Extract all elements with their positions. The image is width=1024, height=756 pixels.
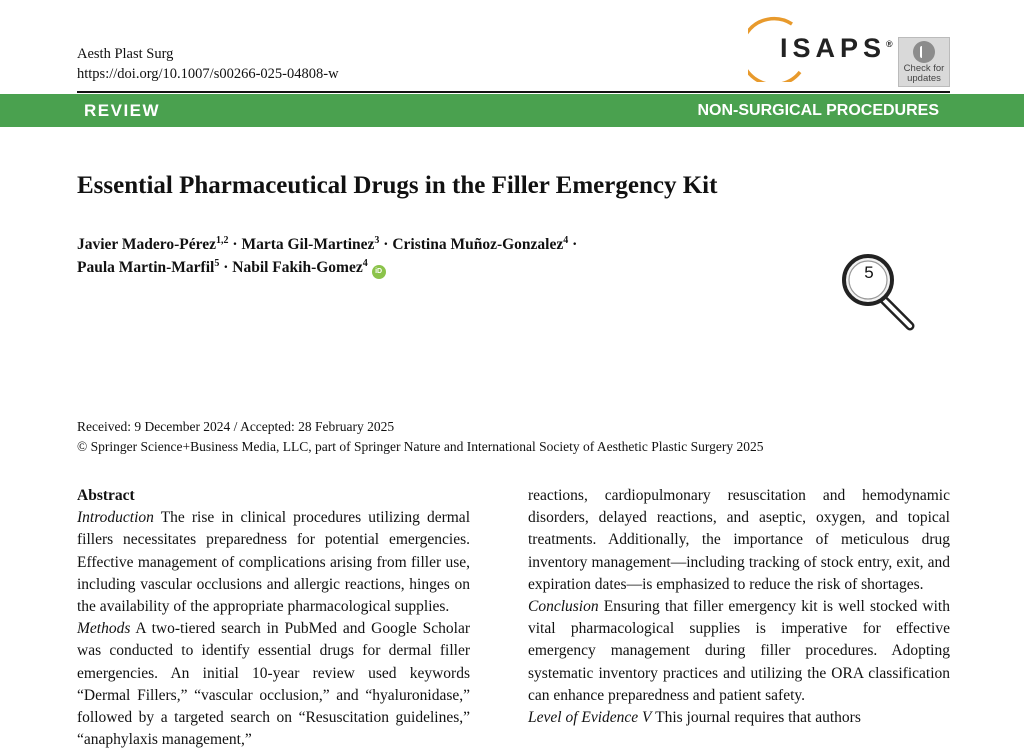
- copyright-line: © Springer Science+Business Media, LLC, part of Springer Nature and International Society of Aesthetic Plastic Surgery 2025: [77, 439, 764, 454]
- isaps-logo-text: ISAPS: [780, 33, 887, 63]
- section-band: [0, 94, 1024, 127]
- badge-number: 5: [864, 263, 874, 282]
- author-affiliation: 3: [374, 234, 380, 246]
- journal-info: [77, 44, 339, 84]
- author-affiliation: 4: [563, 234, 569, 246]
- author-name[interactable]: Paula Martin-Marfil: [77, 259, 215, 276]
- methods-label: Methods: [77, 620, 131, 638]
- received-accepted-dates: Received: 9 December 2024 / Accepted: 28 February 2025: [77, 419, 395, 434]
- doi-link[interactable]: https://doi.org/10.1007/s00266-025-04808-w: [77, 66, 339, 82]
- author-list: Javier Madero-Pérez$^{1,2}$ · Marta Gil-Martinez$^3$ · Cristina Muñoz-Gonzalez$^4$ · Paula Martin-Marfil$^5$ · Nabil Fakih-Gomez$^4$ iD: [77, 233, 577, 279]
- author-affiliation: 5: [214, 257, 220, 269]
- abstract-column-left: [77, 485, 470, 751]
- check-updates-line2: updates: [907, 73, 941, 84]
- check-updates-line1: Check for: [903, 63, 945, 74]
- abstract-methods: [77, 618, 470, 751]
- orcid-icon[interactable]: iD: [372, 265, 386, 279]
- abstract-heading: Abstract: [77, 487, 135, 504]
- isaps-logo: [780, 33, 893, 64]
- level-of-evidence-text: This journal requires that authors: [651, 709, 861, 727]
- author-affiliation: 1,2: [216, 234, 229, 246]
- publication-dates: [77, 417, 763, 457]
- abstract-column-right: [528, 485, 950, 729]
- abstract-conclusion: [528, 596, 950, 707]
- journal-name: Aesth Plast Surg: [77, 46, 174, 62]
- article-category: NON-SURGICAL PROCEDURES: [697, 102, 939, 119]
- author-affiliation: 4: [362, 257, 368, 269]
- methods-text: A two-tiered search in PubMed and Google Scholar was conducted to identify essential drugs for dermal filler emergencies. An initial 10-year review used keywords “Dermal Fillers,” “vascular occlusion,” and “hyaluronidase,” followed by a targeted search on “Resuscitation guidelines,” “anaphylaxis management,”: [77, 620, 470, 749]
- level-of-evidence-label: Level of Evidence V: [528, 709, 652, 727]
- header-rule: [77, 91, 950, 93]
- level-of-evidence: [528, 707, 950, 729]
- abstract-results-continued: reactions, cardiopulmonary resuscitation and hemodynamic disorders, delayed reactions, and aseptic, oxygen, and topical treatments. Additionally, the importance of meticulous drug inventory management—including tracking of stock entry, exit, and expiration dates—is emphasized to reduce the risk of shortages.: [528, 487, 950, 593]
- check-for-updates-button[interactable]: [898, 37, 950, 87]
- abstract-introduction: [77, 507, 470, 618]
- conclusion-text: Ensuring that filler emergency kit is well stocked with vital pharmacological supplies is imperative for effective emergency management during filler procedures. Adopting systematic inventory practices and utilizing the ORA classification can enhance preparedness and patient safety.: [528, 598, 950, 704]
- registered-mark: ®: [886, 39, 893, 49]
- introduction-label: Introduction: [77, 509, 154, 527]
- author-name[interactable]: Nabil Fakih-Gomez: [232, 259, 363, 276]
- bookmark-icon: [913, 41, 935, 63]
- article-type: REVIEW: [84, 101, 161, 120]
- introduction-text: The rise in clinical procedures utilizing dermal fillers necessitates preparedness for potential emergencies. Effective management of complications arising from filler use, including vascular occlusions and allergic reactions, hinges on the availability of the appropriate pharmacological supplies.: [77, 509, 470, 616]
- article-title: Essential Pharmaceutical Drugs in the Filler Emergency Kit: [77, 172, 718, 199]
- author-name[interactable]: Javier Madero-Pérez: [77, 236, 217, 253]
- author-name[interactable]: Cristina Muñoz-Gonzalez: [392, 236, 564, 253]
- author-name[interactable]: Marta Gil-Martinez: [241, 236, 375, 253]
- conclusion-label: Conclusion: [528, 598, 599, 616]
